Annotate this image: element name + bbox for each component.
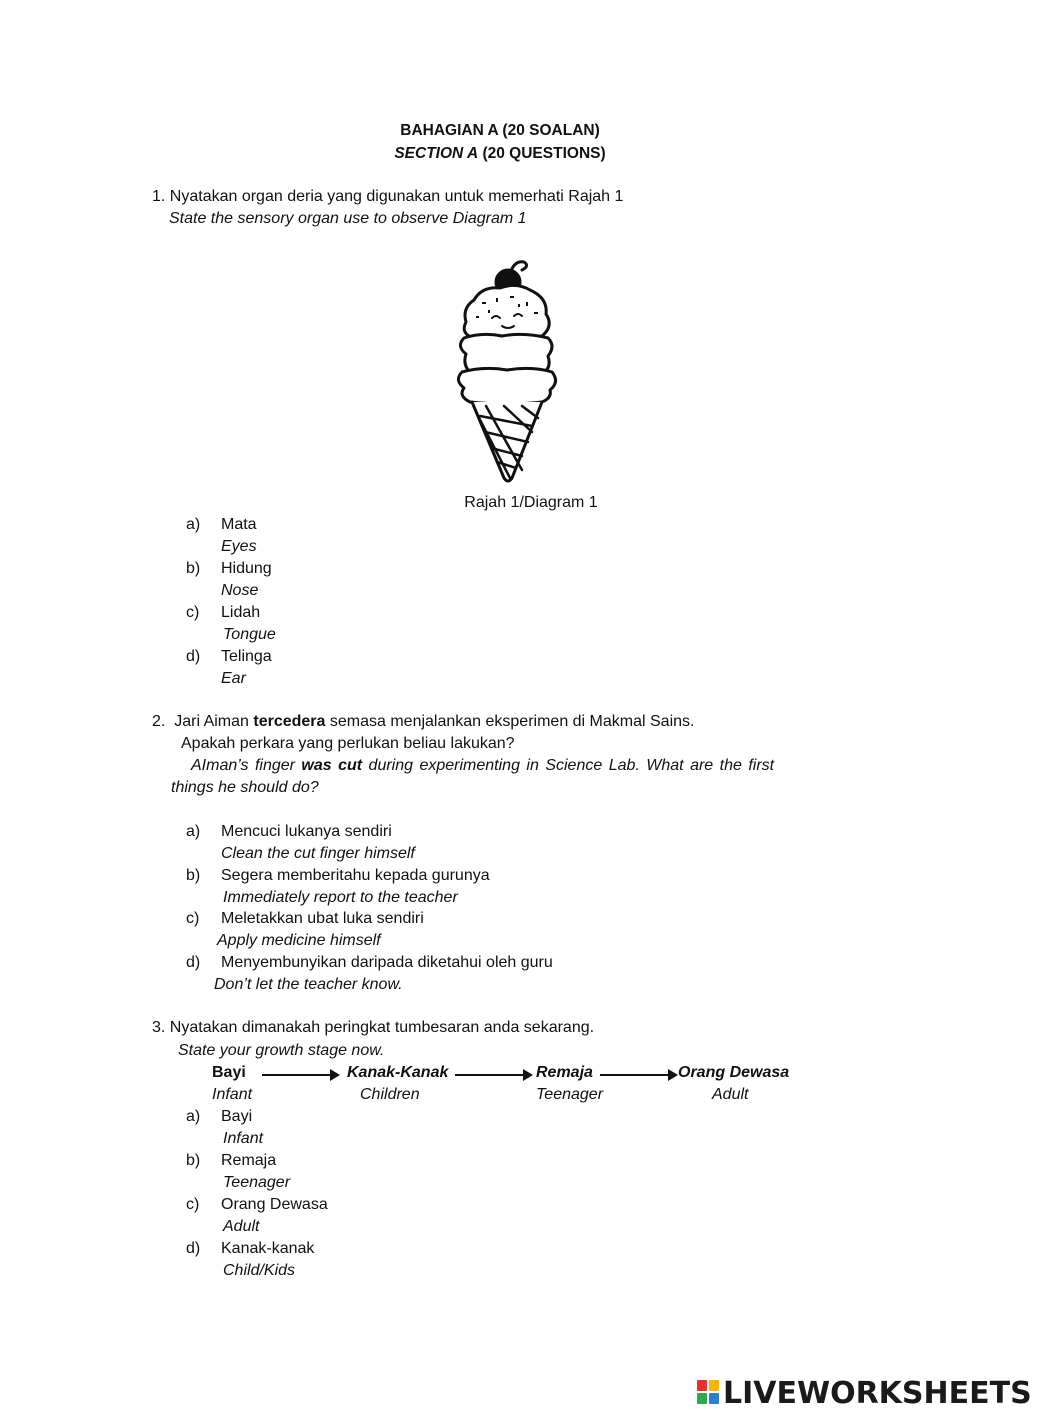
q1-option-en[interactable]: Tongue [223,626,276,643]
q3-option-letter[interactable]: d) [186,1240,201,1257]
q3-option-ms[interactable]: Remaja [221,1152,277,1169]
q2-en-post: during experimenting in Science Lab. What are the first [362,757,775,774]
q3-option-letter[interactable]: a) [186,1108,201,1125]
stage-label-en: Adult [712,1086,749,1103]
q2-text-en [191,757,774,775]
q1-option-ms[interactable]: Lidah [221,604,261,621]
q2-option-en[interactable]: Immediately report to the teacher [223,889,458,906]
q2-text-ms-line2: Apakah perkara yang perlukan beliau lakukan? [181,735,515,752]
section-title-en-italic: SECTION A [394,145,479,162]
q2-option-letter[interactable]: b) [186,867,201,884]
stage-label-ms: Bayi [212,1064,246,1081]
stage-label-ms: Remaja [536,1064,593,1081]
logo-block [697,1393,707,1404]
section-title-ms: BAHAGIAN A (20 SOALAN) [400,122,600,139]
q2-option-ms[interactable]: Menyembunyikan daripada diketahui oleh guru [221,954,553,971]
q2-number: 2. [152,713,166,730]
q1-text-ms: 1. Nyatakan organ deria yang digunakan untuk memerhati Rajah 1 [152,188,624,205]
q1-option-en[interactable]: Eyes [221,538,257,555]
q1-option-letter[interactable]: b) [186,560,201,577]
q1-option-letter[interactable]: a) [186,516,201,533]
q3-option-ms[interactable]: Bayi [221,1108,253,1125]
q1-option-ms[interactable]: Mata [221,516,257,533]
q1-option-en[interactable]: Ear [221,670,246,687]
q2-en-bold: was cut [301,757,363,774]
liveworksheets-logo-icon [697,1380,721,1406]
q3-option-en[interactable]: Adult [223,1218,260,1235]
stage-arrow [600,1074,676,1076]
q2-ms-post: semasa menjalankan eksperimen di Makmal Sains. [325,713,695,730]
q2-option-en[interactable]: Apply medicine himself [217,932,381,949]
section-title-en [0,145,1000,163]
q1-option-ms[interactable]: Hidung [221,560,272,577]
q3-option-ms[interactable]: Kanak-kanak [221,1240,315,1257]
stage-label-en: Children [360,1086,420,1103]
q1-option-ms[interactable]: Telinga [221,648,272,665]
q3-text-en: State your growth stage now. [178,1042,385,1059]
q2-ms-bold: tercedera [253,713,326,730]
q2-option-ms[interactable]: Meletakkan ubat luka sendiri [221,910,424,927]
stage-label-en: Teenager [536,1086,604,1103]
section-title-en-rest: (20 QUESTIONS) [478,145,606,162]
stage-label-ms: Orang Dewasa [678,1064,790,1081]
q3-option-en[interactable]: Child/Kids [223,1262,296,1279]
q2-option-ms[interactable]: Mencuci lukanya sendiri [221,823,392,840]
logo-block [697,1380,707,1391]
stage-label-en: Infant [212,1086,253,1103]
q3-option-letter[interactable]: b) [186,1152,201,1169]
q1-option-letter[interactable]: c) [186,604,200,621]
stage-arrow [455,1074,531,1076]
q1-option-en[interactable]: Nose [221,582,259,599]
q3-option-letter[interactable]: c) [186,1196,200,1213]
logo-block [709,1380,719,1391]
q3-option-en[interactable]: Infant [223,1130,264,1147]
q2-option-letter[interactable]: a) [186,823,201,840]
q3-text-ms: 3. Nyatakan dimanakah peringkat tumbesaran anda sekarang. [152,1019,595,1036]
q2-option-letter[interactable]: d) [186,954,201,971]
liveworksheets-watermark[interactable]: LIVEWORKSHEETS [723,1376,1032,1411]
q2-option-ms[interactable]: Segera memberitahu kepada gurunya [221,867,490,884]
q2-text-ms [152,713,694,731]
stage-arrow [262,1074,338,1076]
logo-block [709,1393,719,1404]
q3-option-ms[interactable]: Orang Dewasa [221,1196,328,1213]
q2-text-en-line2: things he should do? [171,779,319,796]
q2-option-en[interactable]: Don’t let the teacher know. [214,976,403,993]
q2-ms-pre: Jari Aiman [174,713,254,730]
stage-label-ms: Kanak-Kanak [347,1064,449,1081]
q3-option-en[interactable]: Teenager [223,1174,291,1191]
q1-text-en: State the sensory organ use to observe Diagram 1 [169,210,527,227]
diagram-caption: Rajah 1/Diagram 1 [464,494,598,511]
q2-en-pre: AIman’s finger [191,757,302,774]
q1-option-letter[interactable]: d) [186,648,201,665]
q2-option-en[interactable]: Clean the cut finger himself [221,845,415,862]
q2-option-letter[interactable]: c) [186,910,200,927]
ice-cream-illustration [452,256,562,488]
